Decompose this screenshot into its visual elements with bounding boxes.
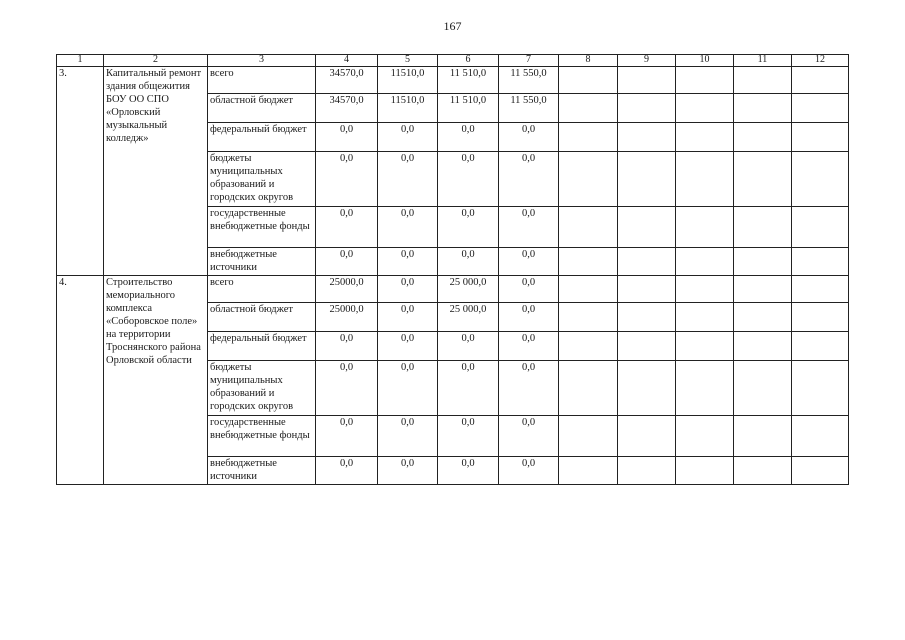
empty-cell (618, 152, 676, 207)
amount-cell: 0,0 (378, 361, 438, 416)
empty-cell (734, 207, 792, 248)
column-number: 12 (792, 55, 849, 67)
column-number: 3 (208, 55, 316, 67)
amount-cell: 34570,0 (316, 67, 378, 94)
amount-cell: 0,0 (499, 123, 559, 152)
empty-cell (734, 361, 792, 416)
funding-source: бюджеты муниципальных образований и городских округов (208, 361, 316, 416)
empty-cell (792, 67, 849, 94)
amount-cell: 0,0 (378, 276, 438, 303)
empty-cell (792, 361, 849, 416)
empty-cell (792, 94, 849, 123)
amount-cell: 0,0 (378, 416, 438, 457)
funding-source: государственные внебюджетные фонды (208, 416, 316, 457)
empty-cell (559, 248, 618, 276)
amount-cell: 0,0 (316, 457, 378, 485)
amount-cell: 11510,0 (378, 67, 438, 94)
empty-cell (734, 457, 792, 485)
amount-cell: 0,0 (316, 207, 378, 248)
amount-cell: 0,0 (378, 332, 438, 361)
empty-cell (734, 416, 792, 457)
empty-cell (734, 332, 792, 361)
empty-cell (792, 207, 849, 248)
amount-cell: 0,0 (499, 152, 559, 207)
amount-cell: 0,0 (316, 123, 378, 152)
column-number: 10 (676, 55, 734, 67)
empty-cell (792, 303, 849, 332)
column-number: 8 (559, 55, 618, 67)
empty-cell (792, 276, 849, 303)
column-number-row (57, 55, 849, 67)
empty-cell (792, 248, 849, 276)
funding-source: федеральный бюджет (208, 123, 316, 152)
funding-source: бюджеты муниципальных образований и городских округов (208, 152, 316, 207)
item-index: 4. (57, 276, 104, 485)
empty-cell (676, 67, 734, 94)
amount-cell: 0,0 (499, 457, 559, 485)
empty-cell (676, 361, 734, 416)
empty-cell (676, 94, 734, 123)
funding-source: федеральный бюджет (208, 332, 316, 361)
amount-cell: 25000,0 (316, 303, 378, 332)
empty-cell (734, 248, 792, 276)
empty-cell (676, 457, 734, 485)
amount-cell: 25 000,0 (438, 303, 499, 332)
empty-cell (559, 94, 618, 123)
empty-cell (734, 67, 792, 94)
empty-cell (618, 457, 676, 485)
empty-cell (618, 123, 676, 152)
amount-cell: 11510,0 (378, 94, 438, 123)
column-number: 2 (104, 55, 208, 67)
amount-cell: 11 510,0 (438, 67, 499, 94)
empty-cell (559, 457, 618, 485)
empty-cell (559, 332, 618, 361)
amount-cell: 0,0 (378, 207, 438, 248)
empty-cell (618, 207, 676, 248)
amount-cell: 0,0 (316, 332, 378, 361)
page-number: 167 (443, 19, 462, 33)
empty-cell (734, 123, 792, 152)
column-number: 1 (57, 55, 104, 67)
amount-cell: 0,0 (378, 152, 438, 207)
empty-cell (792, 457, 849, 485)
empty-cell (792, 332, 849, 361)
funding-source: всего (208, 276, 316, 303)
amount-cell: 0,0 (378, 303, 438, 332)
amount-cell: 0,0 (438, 207, 499, 248)
funding-source: внебюджетные источники (208, 457, 316, 485)
item-index: 3. (57, 67, 104, 276)
empty-cell (676, 276, 734, 303)
empty-cell (618, 361, 676, 416)
empty-cell (734, 276, 792, 303)
funding-source: областной бюджет (208, 303, 316, 332)
column-number: 11 (734, 55, 792, 67)
column-number: 7 (499, 55, 559, 67)
empty-cell (618, 248, 676, 276)
empty-cell (559, 276, 618, 303)
amount-cell: 0,0 (499, 248, 559, 276)
amount-cell: 0,0 (499, 207, 559, 248)
empty-cell (559, 67, 618, 94)
empty-cell (734, 94, 792, 123)
empty-cell (734, 303, 792, 332)
amount-cell: 0,0 (438, 123, 499, 152)
empty-cell (734, 152, 792, 207)
table-row (57, 67, 849, 94)
funding-source: внебюджетные источники (208, 248, 316, 276)
empty-cell (559, 152, 618, 207)
amount-cell: 0,0 (378, 123, 438, 152)
empty-cell (618, 303, 676, 332)
funding-source: государственные внебюджетные фонды (208, 207, 316, 248)
amount-cell: 0,0 (499, 303, 559, 332)
amount-cell: 11 510,0 (438, 94, 499, 123)
amount-cell: 0,0 (316, 361, 378, 416)
amount-cell: 11 550,0 (499, 67, 559, 94)
empty-cell (676, 123, 734, 152)
amount-cell: 0,0 (438, 457, 499, 485)
empty-cell (559, 416, 618, 457)
amount-cell: 25 000,0 (438, 276, 499, 303)
column-number: 5 (378, 55, 438, 67)
empty-cell (676, 152, 734, 207)
empty-cell (676, 416, 734, 457)
amount-cell: 0,0 (438, 152, 499, 207)
amount-cell: 0,0 (316, 248, 378, 276)
empty-cell (676, 207, 734, 248)
amount-cell: 0,0 (316, 416, 378, 457)
amount-cell: 0,0 (438, 361, 499, 416)
empty-cell (676, 332, 734, 361)
amount-cell: 0,0 (499, 361, 559, 416)
item-name: Строительство мемориального комплекса «Соборовское поле» на территории Троснянского района Орловской области (104, 276, 208, 485)
amount-cell: 0,0 (438, 248, 499, 276)
column-number: 9 (618, 55, 676, 67)
empty-cell (559, 303, 618, 332)
amount-cell: 0,0 (499, 416, 559, 457)
empty-cell (559, 361, 618, 416)
empty-cell (618, 67, 676, 94)
amount-cell: 0,0 (499, 332, 559, 361)
budget-table (56, 54, 849, 485)
amount-cell: 11 550,0 (499, 94, 559, 123)
amount-cell: 0,0 (499, 276, 559, 303)
item-name: Капитальный ремонт здания общежития БОУ ОО СПО «Орловский музыкальный колледж» (104, 67, 208, 276)
empty-cell (559, 207, 618, 248)
amount-cell: 0,0 (378, 248, 438, 276)
amount-cell: 0,0 (438, 416, 499, 457)
empty-cell (792, 416, 849, 457)
amount-cell: 0,0 (316, 152, 378, 207)
empty-cell (618, 276, 676, 303)
table-row (57, 276, 849, 303)
funding-source: областной бюджет (208, 94, 316, 123)
empty-cell (618, 416, 676, 457)
amount-cell: 0,0 (378, 457, 438, 485)
empty-cell (676, 248, 734, 276)
empty-cell (676, 303, 734, 332)
empty-cell (618, 332, 676, 361)
amount-cell: 34570,0 (316, 94, 378, 123)
amount-cell: 25000,0 (316, 276, 378, 303)
column-number: 4 (316, 55, 378, 67)
funding-source: всего (208, 67, 316, 94)
empty-cell (792, 123, 849, 152)
empty-cell (559, 123, 618, 152)
amount-cell: 0,0 (438, 332, 499, 361)
empty-cell (618, 94, 676, 123)
column-number: 6 (438, 55, 499, 67)
empty-cell (792, 152, 849, 207)
